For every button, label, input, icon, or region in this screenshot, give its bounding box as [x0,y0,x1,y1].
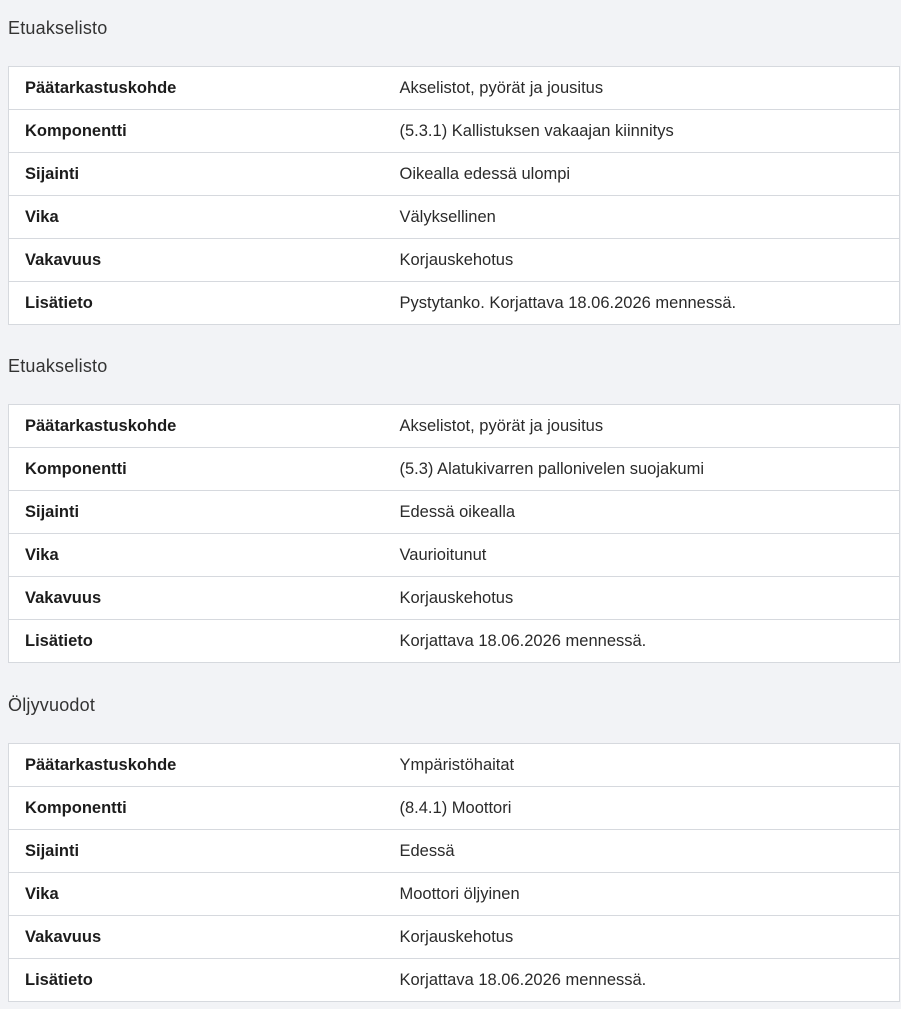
table-row [9,239,900,282]
row-label: Vika [9,196,400,239]
table-row [9,620,900,663]
row-value: Akselistot, pyörät ja jousitus [399,79,604,97]
table-row [9,405,900,448]
row-value: Akselistot, pyörät ja jousitus [399,417,604,435]
row-value: Oikealla edessä ulompi [400,153,900,196]
table-row [9,916,900,959]
row-value: Korjauskehotus [400,239,900,282]
row-value: Korjauskehotus [400,577,900,620]
table-row [9,744,900,787]
row-label: Päätarkastuskohde [25,756,177,774]
row-value: (8.4.1) Moottori [400,787,900,830]
row-label: Komponentti [9,110,400,153]
row-value: Moottori öljyinen [400,873,900,916]
row-label: Vika [9,873,400,916]
row-label: Lisätieto [9,620,400,663]
table-row [9,448,900,491]
row-value: (5.3) Alatukivarren pallonivelen suojakumi [400,448,900,491]
row-value: Vaurioitunut [400,534,900,577]
section-title: Öljyvuodot [8,695,96,715]
row-label: Lisätieto [9,282,400,325]
row-value: (5.3.1) Kallistuksen vakaajan kiinnitys [400,110,900,153]
table-row [9,196,900,239]
section-title: Etuakselisto [8,18,108,38]
table-row [9,873,900,916]
defect-table [8,404,900,663]
row-value: Korjattava 18.06.2026 mennessä. [400,959,900,1002]
row-label: Vika [9,534,400,577]
row-label: Sijainti [9,153,400,196]
row-label: Vakavuus [9,916,400,959]
row-value: Pystytanko. Korjattava 18.06.2026 mennessä. [400,282,900,325]
table-row [9,830,900,873]
row-value: Välyksellinen [400,196,900,239]
table-row [9,67,900,110]
row-label: Komponentti [9,448,400,491]
defect-table [8,66,900,325]
row-label: Sijainti [9,491,400,534]
row-label: Sijainti [9,830,400,873]
row-label: Vakavuus [9,239,400,282]
table-row [9,110,900,153]
table-row [9,534,900,577]
row-value: Ympäristöhaitat [399,756,515,774]
row-value: Edessä [400,830,900,873]
row-label: Komponentti [9,787,400,830]
row-value: Korjauskehotus [400,916,900,959]
row-label: Lisätieto [9,959,400,1002]
row-value: Korjattava 18.06.2026 mennessä. [400,620,900,663]
table-row [9,959,900,1002]
table-row [9,577,900,620]
table-row [9,282,900,325]
row-label: Vakavuus [9,577,400,620]
row-label: Päätarkastuskohde [25,417,177,435]
table-row [9,787,900,830]
row-value: Edessä oikealla [400,491,900,534]
table-row [9,153,900,196]
section-title: Etuakselisto [8,356,108,376]
table-row [9,491,900,534]
row-label: Päätarkastuskohde [25,79,177,97]
defect-table [8,743,900,1002]
